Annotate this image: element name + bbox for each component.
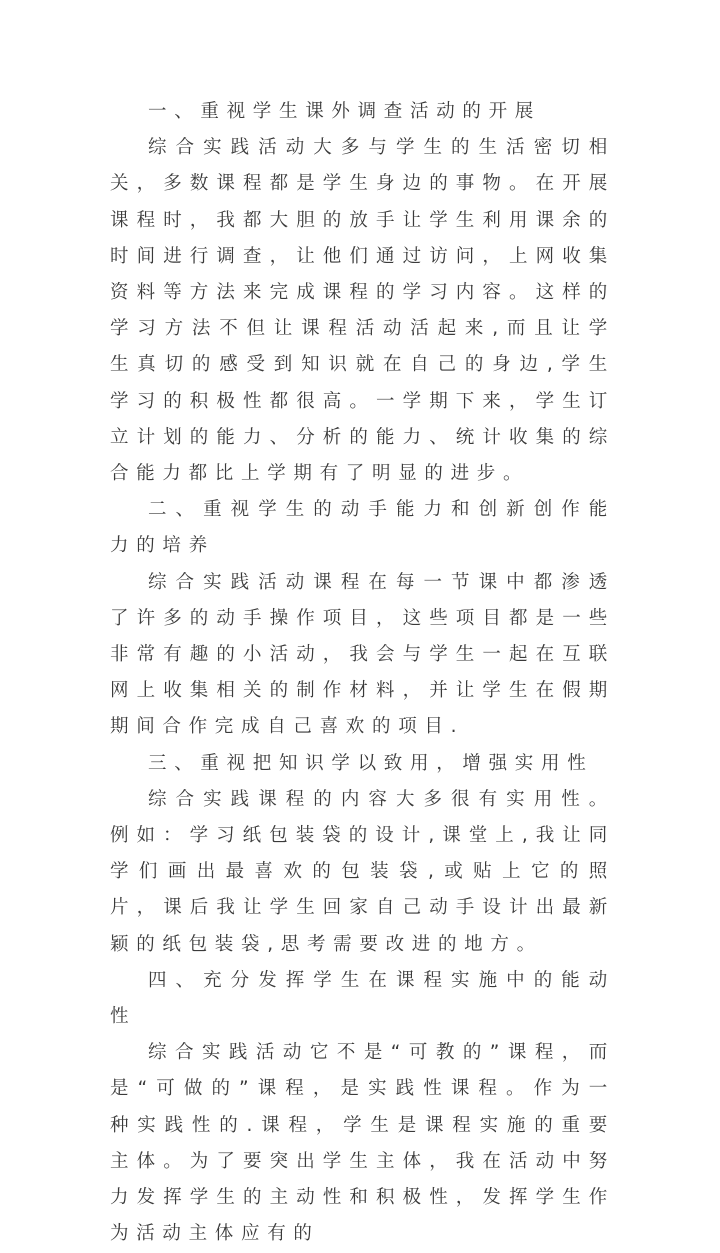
section-heading-1: 一、重视学生课外调查活动的开展 xyxy=(148,101,542,122)
document-body xyxy=(110,94,615,1253)
body-paragraph-2: 综合实践活动课程在每一节课中都渗透了许多的动手操作项目，这些项目都是一些非常有趣的小活动，我会与学生一起在互联网上收集相关的制作材料，并让学生在假期期间合作完成自己喜欢的项目. xyxy=(110,571,615,738)
section-heading-2: 二、重视学生的动手能力和创新创作能力的培养 xyxy=(110,499,615,557)
body-paragraph-4: 综合实践活动它不是“可教的”课程，而是“可做的”课程，是实践性课程。作为一种实践性的.课程，学生是课程实施的重要主体。为了要突出学生主体，我在活动中努力发挥学生的主动性和积极性，发挥学生作为活动主体应有的 xyxy=(110,1042,615,1245)
section-heading-4: 四、充分发挥学生在课程实施中的能动性 xyxy=(110,969,615,1028)
body-paragraph-3: 综合实践课程的内容大多很有实用性。例如：学习纸包装袋的设计,课堂上,我让同学们画出最喜欢的包装袋,或贴上它的照片，课后我让学生回家自己动手设计出最新颖的纸包装袋,思考需要改进的地方。 xyxy=(110,788,615,955)
section-heading-3: 三、重视把知识学以致用，增强实用性 xyxy=(148,752,594,774)
body-paragraph-1: 综合实践活动大多与学生的生活密切相关，多数课程都是学生身边的事物。在开展课程时，我都大胆的放手让学生利用课余的时间进行调查，让他们通过访问，上网收集资料等方法来完成课程的学习内容。这样的学习方法不但让课程活动活起来,而且让学生真切的感受到知识就在自己的身边,学生学习的积极性都很高。一学期下来，学生订立计划的能力、分析的能力、统计收集的综合能力都比上学期有了明显的进步。 xyxy=(110,137,615,485)
